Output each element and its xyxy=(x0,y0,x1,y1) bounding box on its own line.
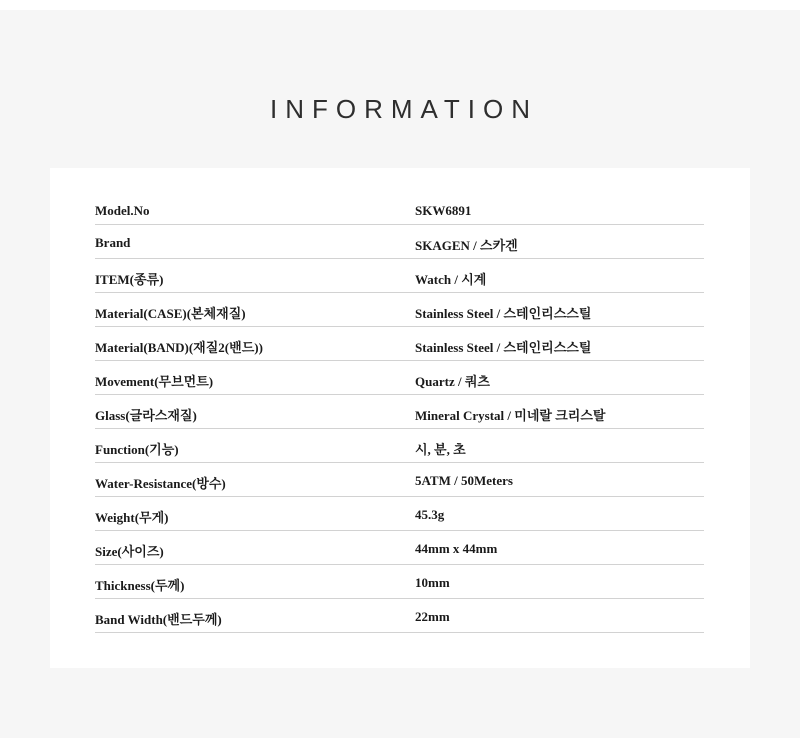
spec-label: Brand xyxy=(95,235,131,250)
spec-row-band-width xyxy=(95,599,704,633)
spec-row-water-resistance xyxy=(95,463,704,497)
spec-row-brand xyxy=(95,225,704,259)
spec-value: 10mm xyxy=(415,575,450,590)
spec-label: Size(사이즈) xyxy=(95,544,164,559)
spec-value: Quartz / 쿼츠 xyxy=(415,374,490,389)
spec-label: Movement(무브먼트) xyxy=(95,374,214,389)
spec-row-item xyxy=(95,259,704,293)
spec-row-glass xyxy=(95,395,704,429)
spec-label: Model.No xyxy=(95,203,150,218)
spec-value: 시, 분, 초 xyxy=(415,442,466,457)
spec-label: Glass(글라스재질) xyxy=(95,408,197,423)
spec-table xyxy=(95,193,704,633)
spec-row-weight xyxy=(95,497,704,531)
spec-label: Material(CASE)(본체재질) xyxy=(95,306,246,321)
spec-row-function xyxy=(95,429,704,463)
info-card xyxy=(50,168,750,668)
spec-value: Mineral Crystal / 미네랄 크리스탈 xyxy=(415,408,606,423)
spec-label: Water-Resistance(방수) xyxy=(95,476,226,491)
spec-row-model xyxy=(95,193,704,225)
spec-label: Thickness(두께) xyxy=(95,578,185,593)
page-title: INFORMATION xyxy=(269,94,539,124)
spec-label: Function(기능) xyxy=(95,442,179,457)
spec-row-thickness xyxy=(95,565,704,599)
spec-value: 44mm x 44mm xyxy=(415,541,498,556)
spec-label: Material(BAND)(재질2(밴드)) xyxy=(95,340,263,355)
spec-value: SKAGEN / 스카겐 xyxy=(415,238,518,253)
spec-label: Weight(무게) xyxy=(95,510,169,525)
spec-row-material-case xyxy=(95,293,704,327)
spec-value: 45.3g xyxy=(415,507,445,522)
spec-value: Watch / 시계 xyxy=(415,272,487,287)
spec-row-movement xyxy=(95,361,704,395)
spec-value: Stainless Steel / 스테인리스스틸 xyxy=(415,306,592,321)
spec-value: Stainless Steel / 스테인리스스틸 xyxy=(415,340,592,355)
spec-row-material-band xyxy=(95,327,704,361)
spec-value: SKW6891 xyxy=(415,203,472,218)
spec-value: 22mm xyxy=(415,609,450,624)
spec-row-size xyxy=(95,531,704,565)
spec-value: 5ATM / 50Meters xyxy=(415,473,513,488)
page-background xyxy=(0,10,800,738)
spec-label: ITEM(종류) xyxy=(95,272,164,287)
spec-label: Band Width(밴드두께) xyxy=(95,612,222,627)
